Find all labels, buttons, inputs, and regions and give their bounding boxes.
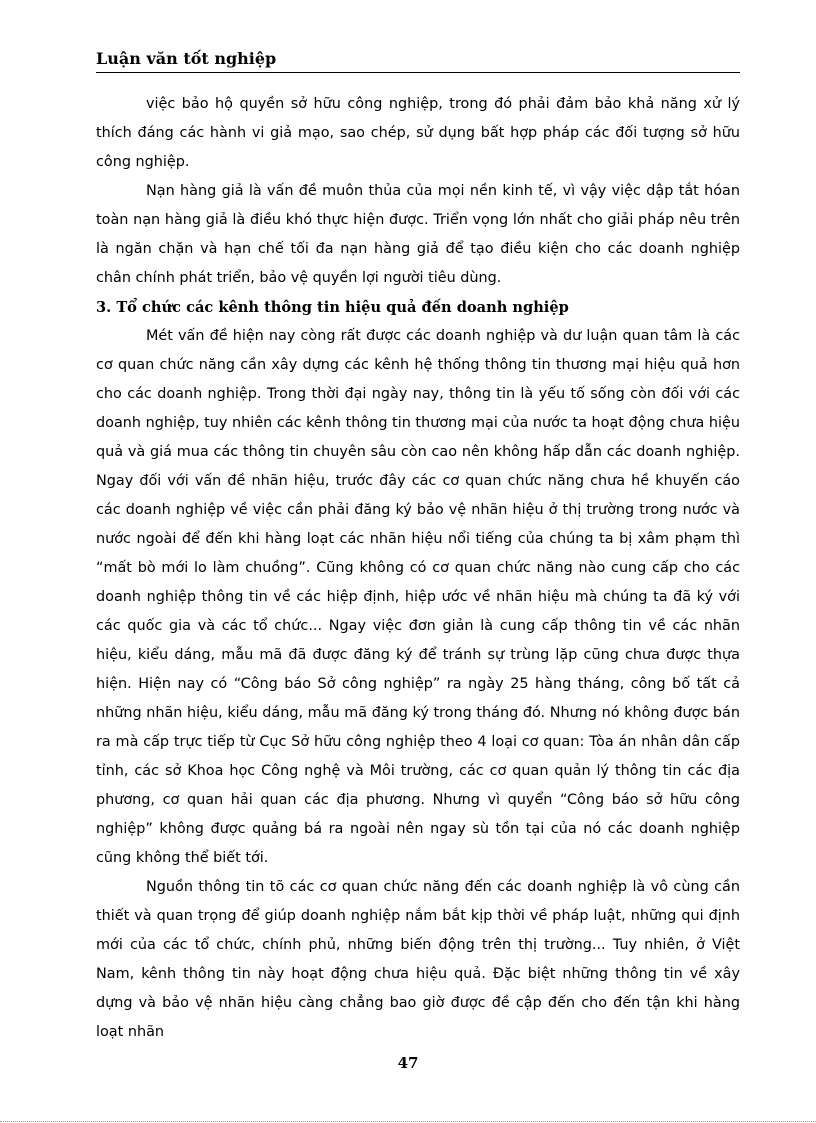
paragraph-2: Nạn hàng giả là vấn đề muôn thủa của mọi nền kinh tế, vì vậy việc dập tắt hóan toàn nạn hàng giả là điều khó thực hiện được. Triển vọng lớn nhất cho giải pháp nêu trên là ngăn chặn và hạn chế tối đa nạn hàng giả để tạo điều kiện cho các doanh nghiệp chân chính phát triển, bảo vệ quyền lợi người tiêu dùng. xyxy=(96,183,740,286)
page-body xyxy=(96,90,740,1047)
page-number: 47 xyxy=(397,1054,419,1072)
page-header xyxy=(96,48,740,73)
section-heading: 3. Tổ chức các kênh thông tin hiệu quả đến doanh nghiệp xyxy=(96,299,569,316)
page-edge-divider xyxy=(0,1121,816,1122)
paragraph-1: việc bảo hộ quyền sở hữu công nghiệp, trong đó phải đảm bảo khả năng xử lý thích đáng các hành vi giả mạo, sao chép, sử dụng bất hợp pháp các đối tượng sở hữu công nghiệp. xyxy=(96,96,740,170)
document-title: Luận văn tốt nghiệp xyxy=(96,49,277,68)
paragraph-4: Nguồn thông tin tõ các cơ quan chức năng đến các doanh nghiệp là vô cùng cần thiết và quan trọng để giúp doanh nghiệp nắm bắt kịp thời về pháp luật, những qui định mới của các tổ chức, chính phủ, những biến động trên thị trường... Tuy nhiên, ở Việt Nam, kênh thông tin này hoạt động chưa hiệu quả. Đặc biệt những thông tin về xây dựng và bảo vệ nhãn hiệu càng chẳng bao giờ được đề cập đến cho đến tận khi hàng loạt nhãn xyxy=(96,879,740,1040)
paragraph-3: Mét vấn đề hiện nay còng rất được các doanh nghiệp và dư luận quan tâm là các cơ quan chức năng cần xây dựng các kênh hệ thống thông tin thương mại hiệu quả hơn cho các doanh nghiệp. Trong thời đại ngày nay, thông tin là yếu tố sống còn đối với các doanh nghiệp, tuy nhiên các kênh thông tin thương mại của nước ta hoạt động chưa hiệu quả và giá mua các thông tin chuyên sâu còn cao nên không hấp dẫn các doanh nghiệp. Ngay đối với vấn đề nhãn hiệu, trước đây các cơ quan chức năng chưa hề khuyến cáo các doanh nghiệp về việc cần phải đăng ký bảo vệ nhãn hiệu ở thị trường trong nước và nước ngoài để đến khi hàng loạt các nhãn hiệu nổi tiếng của chúng ta bị xâm phạm thì “mất bò mới lo làm chuồng”. Cũng không có cơ quan chức năng nào cung cấp cho các doanh nghiệp thông tin về các hiệp định, hiệp ước về nhãn hiệu mà chúng ta đã ký với các quốc gia và các tổ chức... Ngay việc đơn giản là cung cấp thông tin về các nhãn hiệu, kiểu dáng, mẫu mã đã được đăng ký để tránh sự trùng lặp cũng chưa được thựa hiện. Hiện nay có “Công báo Sở công nghiệp” ra ngày 25 hàng tháng, công bố tất cả những nhãn hiệu, kiểu dáng, mẫu mã đăng ký trong tháng đó. Nhưng nó không được bán ra mà cấp trực tiếp từ Cục Sở hữu công nghiệp theo 4 loại cơ quan: Tòa án nhân dân cấp tỉnh, các sở Khoa học Công nghệ và Môi trường, các cơ quan quản lý thông tin các địa phương, cơ quan hải quan các địa phương. Nhưng vì quyển “Công báo sở hữu công nghiệp” không được quảng bá ra ngoài nên ngay sù tồn tại của nó các doanh nghiệp cũng không thể biết tới. xyxy=(96,328,740,866)
